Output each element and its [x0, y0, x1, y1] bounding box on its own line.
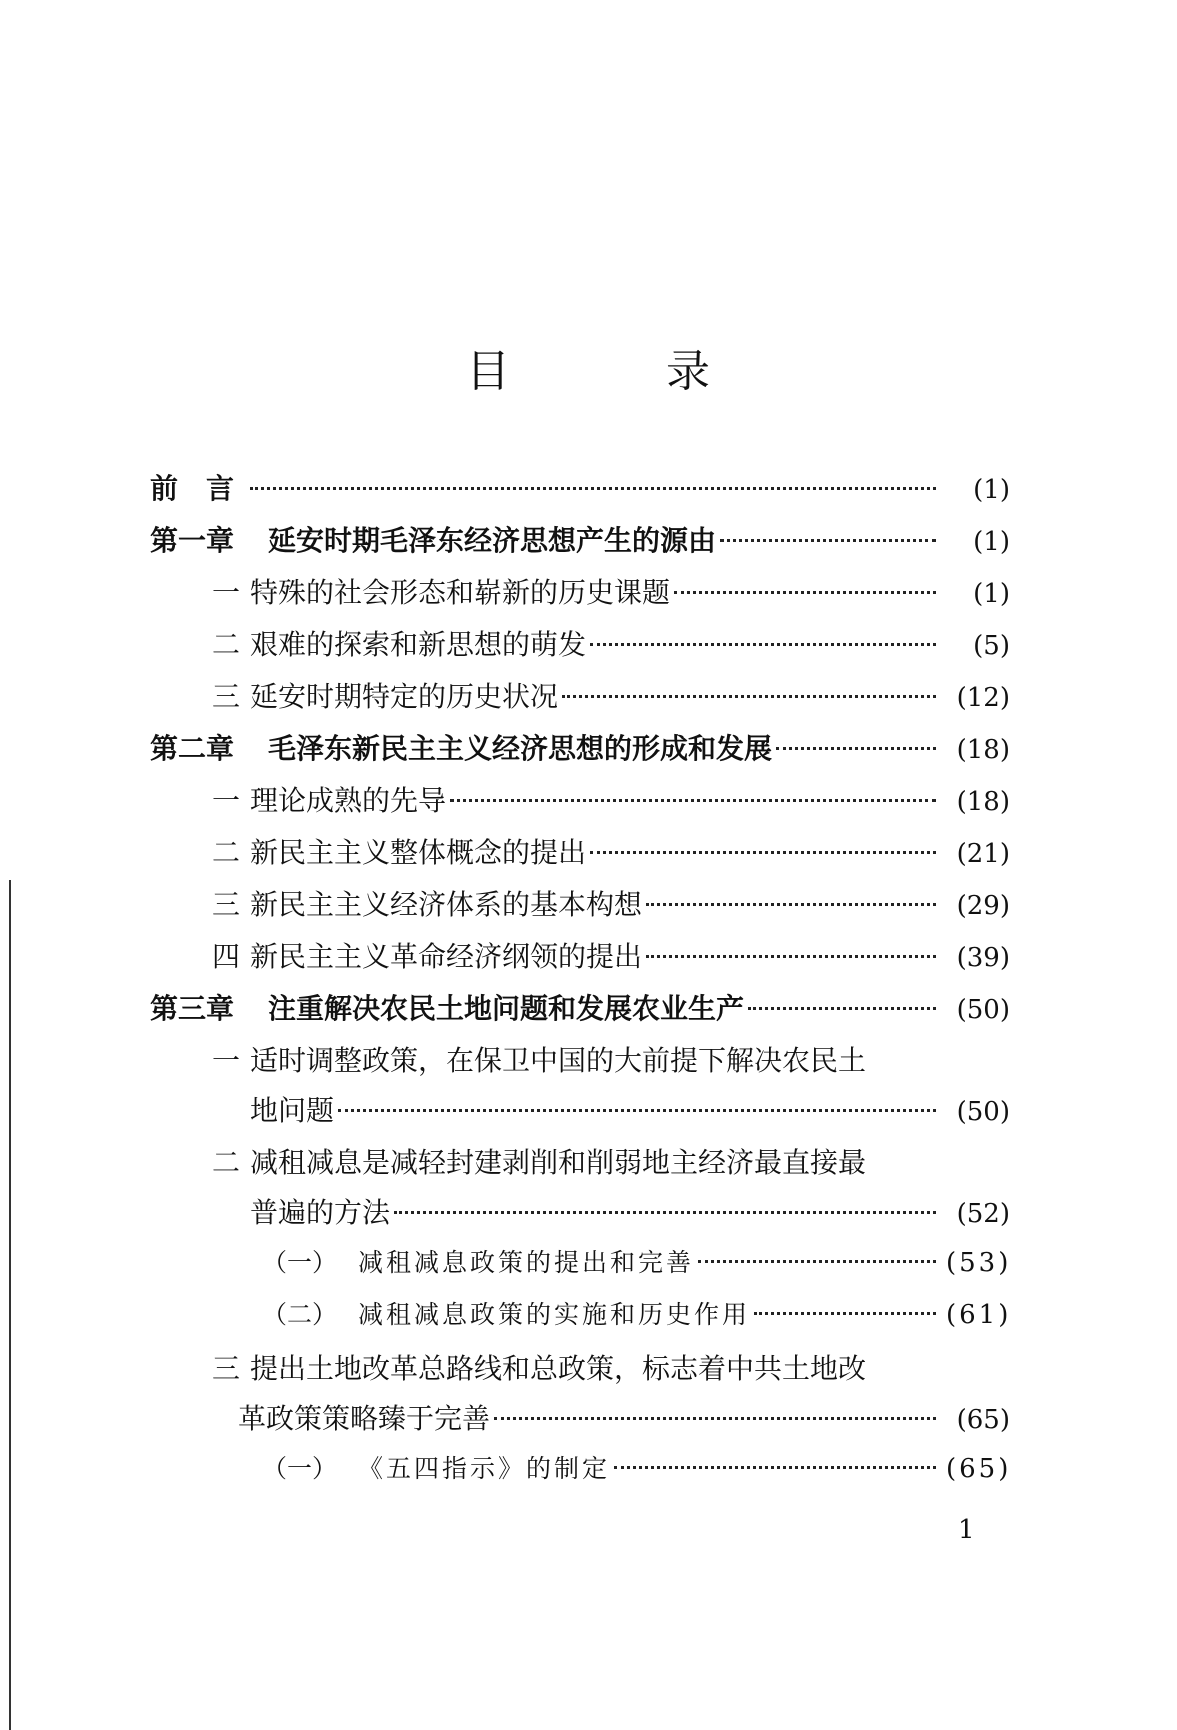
section-title-line2: 普遍的方法 — [250, 1196, 391, 1229]
dot-leader — [776, 747, 936, 750]
toc-page-number: (50) — [956, 1097, 1010, 1127]
dot-leader — [562, 695, 936, 698]
toc-entry-2-2 — [150, 831, 1010, 883]
toc-entry-3-2-line1 — [150, 1141, 1010, 1191]
section-title: 新民主主义革命经济纲领的提出 — [250, 940, 643, 973]
toc-entry-1-2 — [150, 623, 1010, 675]
dot-leader — [646, 955, 936, 958]
toc-entry-3-3-1 — [150, 1449, 1010, 1501]
dot-leader — [394, 1211, 936, 1214]
dot-leader — [590, 851, 936, 854]
toc-entry-3-1-line2 — [150, 1089, 1010, 1141]
toc-entry-3-3-line2 — [150, 1397, 1010, 1449]
section-title: 新民主主义整体概念的提出 — [250, 836, 587, 869]
section-title: 新民主主义经济体系的基本构想 — [250, 888, 643, 921]
section-title: 延安时期特定的历史状况 — [250, 680, 559, 713]
dot-leader — [720, 539, 936, 542]
toc-entry-1-1 — [150, 571, 1010, 623]
chapter-label: 第一章 — [150, 524, 235, 557]
dot-leader — [748, 1007, 936, 1010]
toc-page-number: (5) — [973, 631, 1010, 661]
toc-page-number: (65) — [956, 1405, 1010, 1435]
toc-entry-3-2-line2 — [150, 1191, 1010, 1243]
subsection-label: （一） — [262, 1454, 338, 1483]
toc-page-number: (29) — [956, 891, 1010, 921]
subsection-label: （二） — [262, 1300, 338, 1329]
dot-leader — [614, 1466, 936, 1469]
page-title — [0, 335, 1177, 399]
section-title-line2: 地问题 — [250, 1094, 335, 1127]
chapter-label: 第三章 — [150, 992, 235, 1025]
section-label: 一 — [212, 784, 241, 817]
section-title-line1: 减租减息是减轻封建剥削和削弱地主经济最直接最 — [250, 1146, 867, 1179]
section-label: 四 — [212, 940, 241, 973]
section-label: 三 — [212, 680, 241, 713]
toc-label: 前 言 — [150, 472, 235, 505]
toc-page-number: (18) — [956, 735, 1010, 765]
section-label: 三 — [212, 1352, 241, 1385]
chapter-label: 第二章 — [150, 732, 235, 765]
toc-page-number: (39) — [956, 943, 1010, 973]
toc-page-number: (52) — [956, 1199, 1010, 1229]
dot-leader — [494, 1417, 936, 1420]
dot-leader — [338, 1109, 936, 1112]
toc-page-number: (1) — [973, 475, 1010, 505]
section-title-line1: 适时调整政策，在保卫中国的大前提下解决农民土 — [250, 1044, 867, 1077]
subsection-title: 减租减息政策的提出和完善 — [358, 1248, 695, 1277]
page-edge-line — [9, 880, 11, 1730]
chapter-title: 注重解决农民土地问题和发展农业生产 — [268, 992, 745, 1025]
dot-leader — [590, 643, 936, 646]
section-title: 特殊的社会形态和崭新的历史课题 — [250, 576, 671, 609]
toc-entry-chapter-1 — [150, 519, 1010, 571]
dot-leader — [646, 903, 936, 906]
subsection-label: （一） — [262, 1248, 338, 1277]
title-char-2: 录 — [666, 346, 711, 397]
dot-leader — [674, 591, 936, 594]
section-label: 二 — [212, 628, 241, 661]
toc-page-number: (1) — [973, 527, 1010, 557]
section-label: 一 — [212, 576, 241, 609]
toc-page-number: (50) — [956, 995, 1010, 1025]
chapter-title: 毛泽东新民主主义经济思想的形成和发展 — [268, 732, 773, 765]
toc-entry-3-3-line1 — [150, 1347, 1010, 1397]
toc-entry-preface — [150, 467, 1010, 519]
dot-leader — [698, 1260, 936, 1263]
section-title-line2: 革政策策略臻于完善 — [238, 1402, 491, 1435]
section-label: 二 — [212, 1146, 241, 1179]
page-folio-number: 1 — [958, 1515, 975, 1545]
title-char-1: 目 — [466, 346, 511, 397]
toc-entry-2-1 — [150, 779, 1010, 831]
toc-entry-chapter-3 — [150, 987, 1010, 1039]
toc-page-number: (53) — [946, 1248, 1012, 1278]
section-title: 艰难的探索和新思想的萌发 — [250, 628, 587, 661]
section-label: 三 — [212, 888, 241, 921]
toc-entry-3-1-line1 — [150, 1039, 1010, 1089]
toc-entry-2-3 — [150, 883, 1010, 935]
section-title-line1: 提出土地改革总路线和总政策，标志着中共土地改 — [250, 1352, 867, 1385]
table-of-contents — [150, 467, 1010, 1501]
section-label: 二 — [212, 836, 241, 869]
toc-page-number: (18) — [956, 787, 1010, 817]
section-label: 一 — [212, 1044, 241, 1077]
toc-entry-2-4 — [150, 935, 1010, 987]
toc-entry-3-2-1 — [150, 1243, 1010, 1295]
dot-leader — [250, 487, 936, 490]
toc-entry-chapter-2 — [150, 727, 1010, 779]
toc-page-number: (1) — [973, 579, 1010, 609]
toc-page-number: (61) — [946, 1300, 1012, 1330]
dot-leader — [754, 1312, 936, 1315]
toc-entry-1-3 — [150, 675, 1010, 727]
subsection-title: 《五四指示》的制定 — [358, 1454, 611, 1483]
dot-leader — [450, 799, 936, 802]
toc-page-number: (65) — [946, 1454, 1012, 1484]
chapter-title: 延安时期毛泽东经济思想产生的源由 — [268, 524, 717, 557]
toc-entry-3-2-2 — [150, 1295, 1010, 1347]
section-title: 理论成熟的先导 — [250, 784, 447, 817]
toc-page-number: (12) — [956, 683, 1010, 713]
toc-page-number: (21) — [956, 839, 1010, 869]
subsection-title: 减租减息政策的实施和历史作用 — [358, 1300, 751, 1329]
